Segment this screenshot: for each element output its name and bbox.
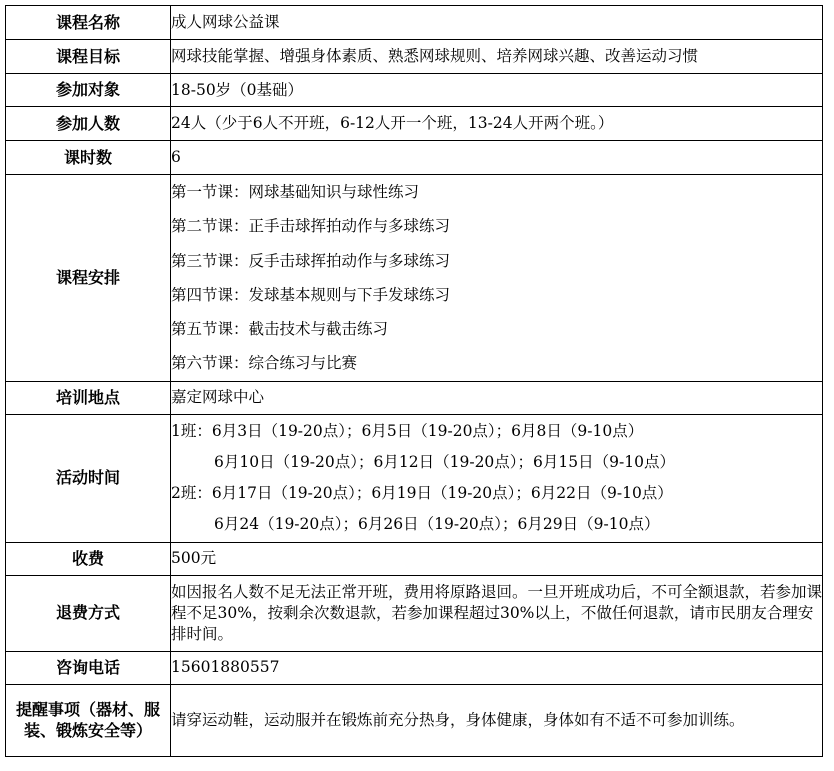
row-phone (6, 651, 823, 684)
label-course-goal: 课程目标 (6, 40, 171, 74)
row-fee (6, 542, 823, 575)
value-location: 嘉定网球中心 (171, 381, 823, 414)
label-course-name: 课程名称 (6, 6, 171, 40)
value-audience: 18-50岁（0基础） (171, 74, 823, 107)
row-refund (6, 575, 823, 651)
schedule-item: 第一节课：网球基础知识与球性练习 (171, 183, 420, 201)
label-fee: 收费 (6, 542, 171, 575)
value-phone: 15601880557 (171, 651, 823, 684)
label-refund: 退费方式 (6, 575, 171, 651)
schedule-item: 第二节课：正手击球挥拍动作与多球练习 (171, 217, 451, 236)
row-location (6, 381, 823, 414)
label-location: 培训地点 (6, 381, 171, 414)
row-hours (6, 141, 823, 175)
label-reminder: 提醒事项（器材、服装、锻炼安全等） (6, 684, 171, 756)
row-course-name (6, 6, 823, 40)
time-line-class2: 2班：6月17日（19-20点）；6月19日（19-20点）；6月22日（9-10点） (171, 484, 673, 503)
value-hours: 6 (171, 141, 823, 175)
row-participants (6, 107, 823, 141)
label-hours: 课时数 (6, 141, 171, 175)
time-line-class2-cont: 6月24（19-20点）；6月26日（19-20点）；6月29日（9-10点） (214, 515, 660, 534)
time-line-class1-cont: 6月10日（19-20点）；6月12日（19-20点）；6月15日（9-10点） (214, 453, 675, 472)
label-phone: 咨询电话 (6, 651, 171, 684)
value-reminder: 请穿运动鞋，运动服并在锻炼前充分热身，身体健康，身体如有不适不可参加训练。 (171, 684, 823, 756)
row-schedule (6, 175, 823, 382)
value-activity-time (171, 414, 823, 542)
label-audience: 参加对象 (6, 74, 171, 107)
value-participants: 24人（少于6人不开班，6-12人开一个班，13-24人开两个班。） (171, 107, 823, 141)
schedule-item: 第三节课：反手击球挥拍动作与多球练习 (171, 251, 451, 270)
label-participants: 参加人数 (6, 107, 171, 141)
value-course-name: 成人网球公益课 (171, 6, 823, 40)
value-course-goal: 网球技能掌握、增强身体素质、熟悉网球规则、培养网球兴趣、改善运动习惯 (171, 40, 823, 74)
value-fee: 500元 (171, 542, 823, 575)
schedule-item: 第六节课：综合练习与比赛 (171, 354, 358, 373)
row-audience (6, 74, 823, 107)
schedule-item: 第四节课：发球基本规则与下手发球练习 (171, 285, 451, 304)
time-line-class1: 1班：6月3日（19-20点）；6月5日（19-20点）；6月8日（9-10点） (171, 422, 644, 441)
row-reminder (6, 684, 823, 756)
row-course-goal (6, 40, 823, 74)
schedule-item: 第五节课：截击技术与截击练习 (171, 320, 389, 339)
value-schedule (171, 175, 823, 382)
course-info-table (5, 5, 823, 757)
label-schedule: 课程安排 (6, 175, 171, 382)
course-info-sheet (5, 5, 823, 757)
label-activity-time: 活动时间 (6, 414, 171, 542)
row-activity-time (6, 414, 823, 542)
value-refund: 如因报名人数不足无法正常开班，费用将原路退回。一旦开班成功后，不可全额退款，若参加课程不足30%，按剩余次数退款，若参加课程超过30%以上，不做任何退款，请市民朋友合理安排时间。 (171, 575, 823, 651)
